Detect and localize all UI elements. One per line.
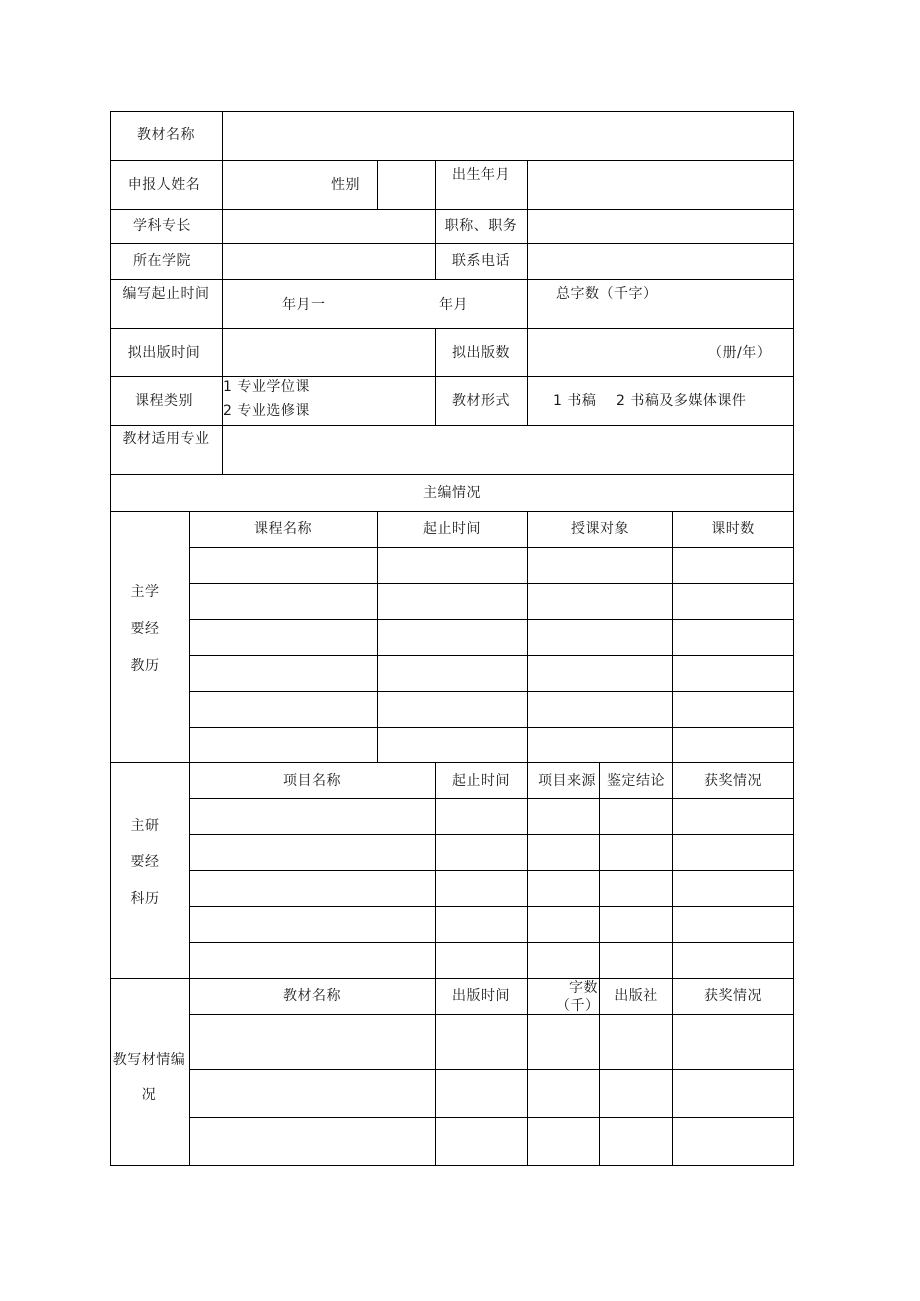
row-line: [110, 209, 794, 210]
row-line: [110, 762, 794, 763]
col-line: [377, 511, 378, 762]
section-title: 主编情况: [423, 485, 481, 501]
row-line: [110, 328, 794, 329]
row-line: [189, 906, 794, 907]
position-label: 职称、职务: [444, 218, 518, 234]
row-line: [189, 583, 794, 584]
row-line: [110, 243, 794, 244]
teaching-header-period: 起止时间: [423, 521, 481, 537]
discipline-label: 学科专长: [133, 218, 191, 234]
applicant-name-label: 申报人姓名: [127, 177, 201, 193]
col-line: [377, 160, 378, 209]
row-line: [189, 798, 794, 799]
textbook-header-publisher: 出版社: [614, 988, 658, 1004]
research-side-label: 科历: [130, 891, 160, 907]
col-line: [599, 762, 600, 978]
research-side-label: 主研: [130, 818, 160, 834]
teaching-header-audience: 授课对象: [571, 521, 629, 537]
teaching-header-hours: 课时数: [711, 521, 755, 537]
textbook-side-label: 况: [141, 1087, 157, 1103]
textbook-header-word-count-unit: （千）: [556, 998, 600, 1014]
col-line: [435, 978, 436, 1166]
row-line: [110, 425, 794, 426]
writing-period-start: 年月一: [282, 297, 326, 313]
research-header-source: 项目来源: [538, 773, 596, 789]
publish-count-unit: （册/年）: [708, 345, 772, 361]
textbook-header-word-count: 字数: [569, 980, 598, 996]
table-border-top: [110, 111, 794, 112]
word-count-label: 总字数（千字）: [556, 286, 658, 302]
writing-period-label: 编写起止时间: [122, 286, 210, 302]
textbook-form-label: 教材形式: [452, 393, 510, 409]
teaching-side-label: 教历: [130, 658, 160, 674]
table-border-left: [110, 111, 111, 1166]
textbook-header-publish-time: 出版时间: [452, 988, 510, 1004]
row-line: [189, 834, 794, 835]
col-line: [527, 328, 528, 425]
col-line: [527, 511, 528, 762]
table-border-bottom: [110, 1165, 794, 1166]
table-border-right: [793, 111, 794, 1166]
row-line: [110, 474, 794, 475]
col-line: [672, 762, 673, 978]
research-header-period: 起止时间: [452, 773, 510, 789]
textbook-header-name: 教材名称: [283, 988, 341, 1004]
research-header-conclusion: 鉴定结论: [607, 773, 665, 789]
row-line: [189, 1014, 794, 1015]
course-type-option-2: 2 专业选修课: [223, 403, 310, 419]
research-side-label: 要经: [130, 854, 160, 870]
col-line: [435, 328, 436, 425]
col-line: [527, 243, 528, 279]
textbook-side-label: 教写材情编: [112, 1052, 186, 1068]
col-line: [527, 978, 528, 1166]
row-line: [110, 978, 794, 979]
textbook-name-label: 教材名称: [137, 127, 195, 143]
col-line: [435, 762, 436, 978]
textbook-form-option-1: 1 书稿: [553, 393, 597, 409]
research-header-awards: 获奖情况: [704, 773, 762, 789]
course-type-label: 课程类别: [135, 393, 193, 409]
col-line: [527, 160, 528, 244]
writing-period-end: 年月: [439, 297, 468, 313]
college-label: 所在学院: [133, 253, 191, 269]
col-line: [527, 279, 528, 328]
row-line: [110, 376, 794, 377]
row-line: [189, 547, 794, 548]
applicable-major-label: 教材适用专业: [122, 431, 210, 447]
gender-label: 性别: [331, 177, 360, 193]
teaching-side-label: 要经: [130, 621, 160, 637]
publish-count-label: 拟出版数: [452, 345, 510, 361]
col-line: [189, 762, 190, 978]
col-line: [189, 511, 190, 762]
col-line: [189, 978, 190, 1166]
row-line: [189, 691, 794, 692]
col-line: [672, 978, 673, 1166]
col-line: [435, 243, 436, 279]
row-line: [189, 727, 794, 728]
col-line: [222, 111, 223, 474]
row-line: [189, 1117, 794, 1118]
row-line: [189, 870, 794, 871]
phone-label: 联系电话: [452, 253, 510, 269]
col-line: [527, 762, 528, 978]
col-line: [435, 160, 436, 244]
row-line: [110, 160, 794, 161]
row-line: [189, 1069, 794, 1070]
row-line: [110, 279, 794, 280]
col-line: [672, 511, 673, 762]
birth-date-label: 出生年月: [452, 167, 510, 183]
row-line: [189, 655, 794, 656]
teaching-side-label: 主学: [130, 584, 160, 600]
publish-time-label: 拟出版时间: [127, 345, 201, 361]
teaching-header-course: 课程名称: [254, 521, 312, 537]
textbook-header-awards: 获奖情况: [704, 988, 762, 1004]
course-type-option-1: 1 专业学位课: [223, 379, 310, 395]
textbook-form-option-2: 2 书稿及多媒体课件: [616, 393, 747, 409]
row-line: [189, 942, 794, 943]
row-line: [189, 619, 794, 620]
row-line: [110, 511, 794, 512]
research-header-project: 项目名称: [283, 773, 341, 789]
